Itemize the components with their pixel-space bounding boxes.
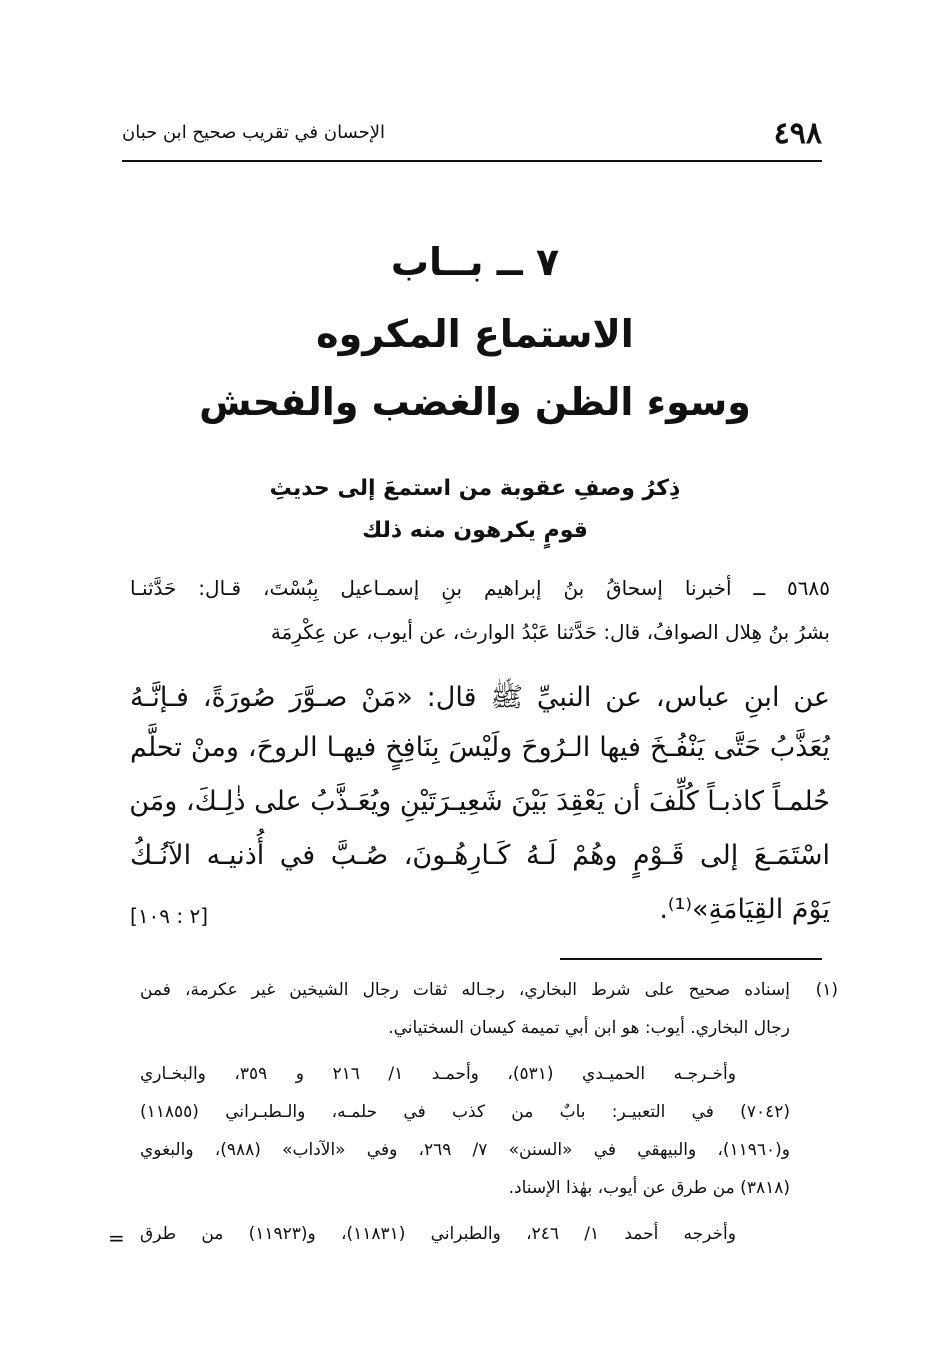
footnote-line-6: (٣٨١٨) من طرق عن أيوب، بهٰذا الإسناد. (508, 1178, 790, 1198)
hadith-chain-line-1: ٥٦٨٥ ــ أخبرنا إسحاقُ بنُ إبراهيم بنِ إسمـاعيل بِبُسْتَ، قـال: حَدَّثنـا (130, 576, 830, 600)
footnote-rule (560, 958, 822, 960)
chapter-heading: ٧ ــ بــاب (390, 240, 560, 284)
hadith-text-line-1: عن ابنِ عباس، عن النبيِّ ﷺ قال: «مَنْ صـوَّرَ صُورَةً، فـإنَّـهُ (130, 682, 830, 713)
footnote-line-5: و(١١٩٦٠)، والبيهقي في «السنن» ٧/ ٢٦٩، وفي «الآداب» (٩٨٨)، والبغوي (140, 1140, 790, 1160)
hadith-text-line-4: اسْتَمَـعَ إلى قَـوْمٍ وهُمْ لَـهُ كَـارِهُـونَ، صُـبَّ في أُذنيـه الآنُـكُ (130, 840, 830, 871)
section-title-line-2: قومٍ يكرهون منه ذلك (362, 518, 588, 543)
hadith-chain-line-2: بشرُ بنُ هِلال الصوافُ، قال: حَدَّثنا عَبْدُ الوارث، عن أيوب، عن عِكْرِمَة (270, 620, 830, 644)
page-number: ٤٩٨ (773, 116, 822, 151)
footnote-line-2: رجال البخاري. أيوب: هو ابن أبي تميمة كيسان السختياني. (388, 1018, 790, 1038)
hadith-text-line-2: يُعَذَّبُ حَتَّى يَنْفُـخَ فيها الـرُوحَ ولَيْسَ بِنَافِخٍ فيهـا الروحَ، ومنْ تحلَّم (130, 732, 830, 763)
chapter-title-line-2: وسوء الظن والغضب والفحش (199, 380, 751, 424)
continuation-mark: = (108, 1226, 125, 1250)
footnote-line-4: (٧٠٤٢) في التعبيـر: بابٌ من كذب في حلمـه، والـطبـراني (١١٨٥٥) (140, 1102, 790, 1122)
section-title-line-1: ذِكرُ وصفِ عقوبة من استمعَ إلى حديثِ (269, 476, 681, 501)
footnote-line-3: وأخـرجـه الحميـدي (٥٣١)، وأحمـد ١/ ٢١٦ و ٣٥٩، والبخـاري (140, 1064, 736, 1084)
footnote-line-7: وأخرجه أحمد ١/ ٢٤٦، والطبراني (١١٨٣١)، و(١١٩٢٣) من طرق (140, 1224, 736, 1244)
footnote-line-1: إسناده صحيح على شرط البخاري، رجـاله ثقات رجال الشيخين غير عكرمة، فمن (140, 980, 790, 1000)
running-title: الإحسان في تقريب صحيح ابن حبان (122, 122, 386, 143)
hadith-text-line-3: حُلمـاً كاذبـاً كُلِّفَ أن يَعْقِدَ بَيْنَ شَعِيـرَتَيْنِ ويُعَـذَّبُ على ذٰلِـكَ، ومَن (129, 786, 830, 817)
chapter-title-line-1: الاستماع المكروه (316, 312, 634, 356)
header-rule (122, 160, 822, 162)
hadith-text-line-5: يَوْمَ القِيَامَةِ»⁽¹⁾. (659, 894, 830, 925)
page-header (122, 112, 822, 154)
hadith-reference: [٢ : ١٠٩] (130, 904, 209, 928)
footnote-number: (١) (815, 980, 838, 1000)
